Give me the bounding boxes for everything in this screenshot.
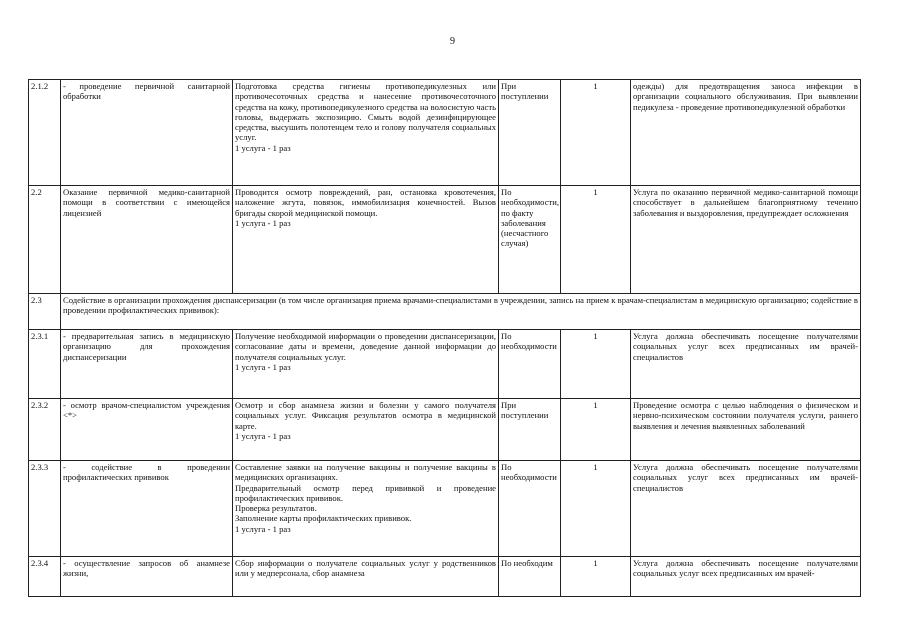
service-condition: По необходимости, по факту заболевания (несчастного случая): [499, 186, 561, 294]
table-row: [29, 294, 861, 330]
service-count: 1: [561, 461, 631, 557]
row-number: 2.2: [29, 186, 61, 294]
service-count: 1: [561, 399, 631, 461]
row-number: 2.3.4: [29, 557, 61, 597]
section-heading: Содействие в организации прохождения диспансеризации (в том числе организация приема врачами-специалистами в учреждении, запись на прием к врачам-специалистам в медицинскую организацию; содействие в проведении профилактических прививок):: [61, 294, 861, 330]
description-text: Предварительный осмотр перед прививкой и проведение профилактических прививок.: [235, 482, 496, 503]
service-name: - содействие в проведении профилактических прививок: [61, 461, 233, 557]
service-description: [233, 186, 499, 294]
service-condition: По необходимости: [499, 461, 561, 557]
description-text: Сбор информации о получателе социальных услуг у родственников или у медперсонала, сбор анамнеза: [235, 558, 496, 579]
description-text: Получение необходимой информации о проведении диспансеризации, согласование даты и времени, доведение данной информации до получателя социальных услуг.: [235, 331, 496, 362]
table-row: [29, 330, 861, 399]
service-description: [233, 461, 499, 557]
row-number: 2.1.2: [29, 80, 61, 186]
service-name: Оказание первичной медико-санитарной помощи в соответствии с имеющейся лицензией: [61, 186, 233, 294]
table-row: [29, 80, 861, 186]
table-row: [29, 557, 861, 597]
table-row: [29, 461, 861, 557]
page-number: 9: [450, 36, 455, 47]
table-row: [29, 186, 861, 294]
service-result: Услуга должна обеспечивать посещение получателями социальных услуг всех предписанных им врачей-специалистов: [631, 461, 861, 557]
service-result: Проведение осмотра с целью наблюдения о физическом и нервно-психическом состоянии получателя услуги, раннего выявления и лечения выявленных заболеваний: [631, 399, 861, 461]
service-condition: При поступлении: [499, 399, 561, 461]
service-result: Услуга должна обеспечивать посещение получателями социальных услуг всех предписанных им врачей-: [631, 557, 861, 597]
service-result: одежды) для предотвращения заноса инфекции в организации социального обслуживания. При выявлении педикулеза - проведение противопедикулезной обработки: [631, 80, 861, 186]
service-quantity-note: 1 услуга - 1 раз: [235, 361, 291, 372]
description-text: Подготовка средства гигиены противопедикулезных или противочесоточных средства и нанесение противочесоточного средства на кожу, противопедикулезного средства на волосистую часть головы, выдержать экспозицию. Смыть водой дезинфицирующее средства, высушить полотенцем тело и голову получателя социальных услуг.: [235, 81, 496, 143]
service-name: - проведение первичной санитарной обработки: [61, 80, 233, 186]
row-number: 2.3: [29, 294, 61, 330]
service-quantity-note: 1 услуга - 1 раз: [235, 217, 291, 228]
row-number: 2.3.2: [29, 399, 61, 461]
service-count: 1: [561, 186, 631, 294]
description-text: Проводится осмотр повреждений, ран, остановка кровотечения, наложение жгута, повязок, иммобилизация конечностей. Вызов бригады скорой медицинской помощи.: [235, 187, 496, 218]
row-number: 2.3.1: [29, 330, 61, 399]
service-count: 1: [561, 80, 631, 186]
service-result: Услуга должна обеспечивать посещение получателями социальных услуг всех предписанных им врачей-специалистов: [631, 330, 861, 399]
service-condition: При поступлении: [499, 80, 561, 186]
service-description: [233, 399, 499, 461]
service-description: [233, 330, 499, 399]
service-quantity-note: 1 услуга - 1 раз: [235, 523, 291, 534]
services-table: [28, 79, 861, 597]
service-result: Услуга по оказанию первичной медико-санитарной помощи способствует в дальнейшем благоприятному течению заболевания и выздоровления, предупреждает осложнения: [631, 186, 861, 294]
description-text: Осмотр и сбор анамнеза жизни и болезни у самого получателя социальных услуг. Фиксация результатов осмотра в медицинской карте.: [235, 400, 496, 431]
service-condition: По необходимости: [499, 330, 561, 399]
service-description: [233, 557, 499, 597]
description-text: Составление заявки на получение вакцины и получение вакцины в медицинских организациях.: [235, 462, 496, 483]
service-name: - осмотр врачом-специалистом учреждения <*>: [61, 399, 233, 461]
service-description: [233, 80, 499, 186]
service-quantity-note: 1 услуга - 1 раз: [235, 430, 291, 441]
service-name: - предварительная запись в медицинскую организацию для прохождения диспансеризации: [61, 330, 233, 399]
service-count: 1: [561, 557, 631, 597]
table-row: [29, 399, 861, 461]
row-number: 2.3.3: [29, 461, 61, 557]
description-text: Заполнение карты профилактических прививок.: [235, 513, 412, 524]
description-text: Проверка результатов.: [235, 503, 317, 514]
service-condition: По необходим: [499, 557, 561, 597]
service-quantity-note: 1 услуга - 1 раз: [235, 142, 291, 153]
service-count: 1: [561, 330, 631, 399]
service-name: - осуществление запросов об анамнезе жизни,: [61, 557, 233, 597]
